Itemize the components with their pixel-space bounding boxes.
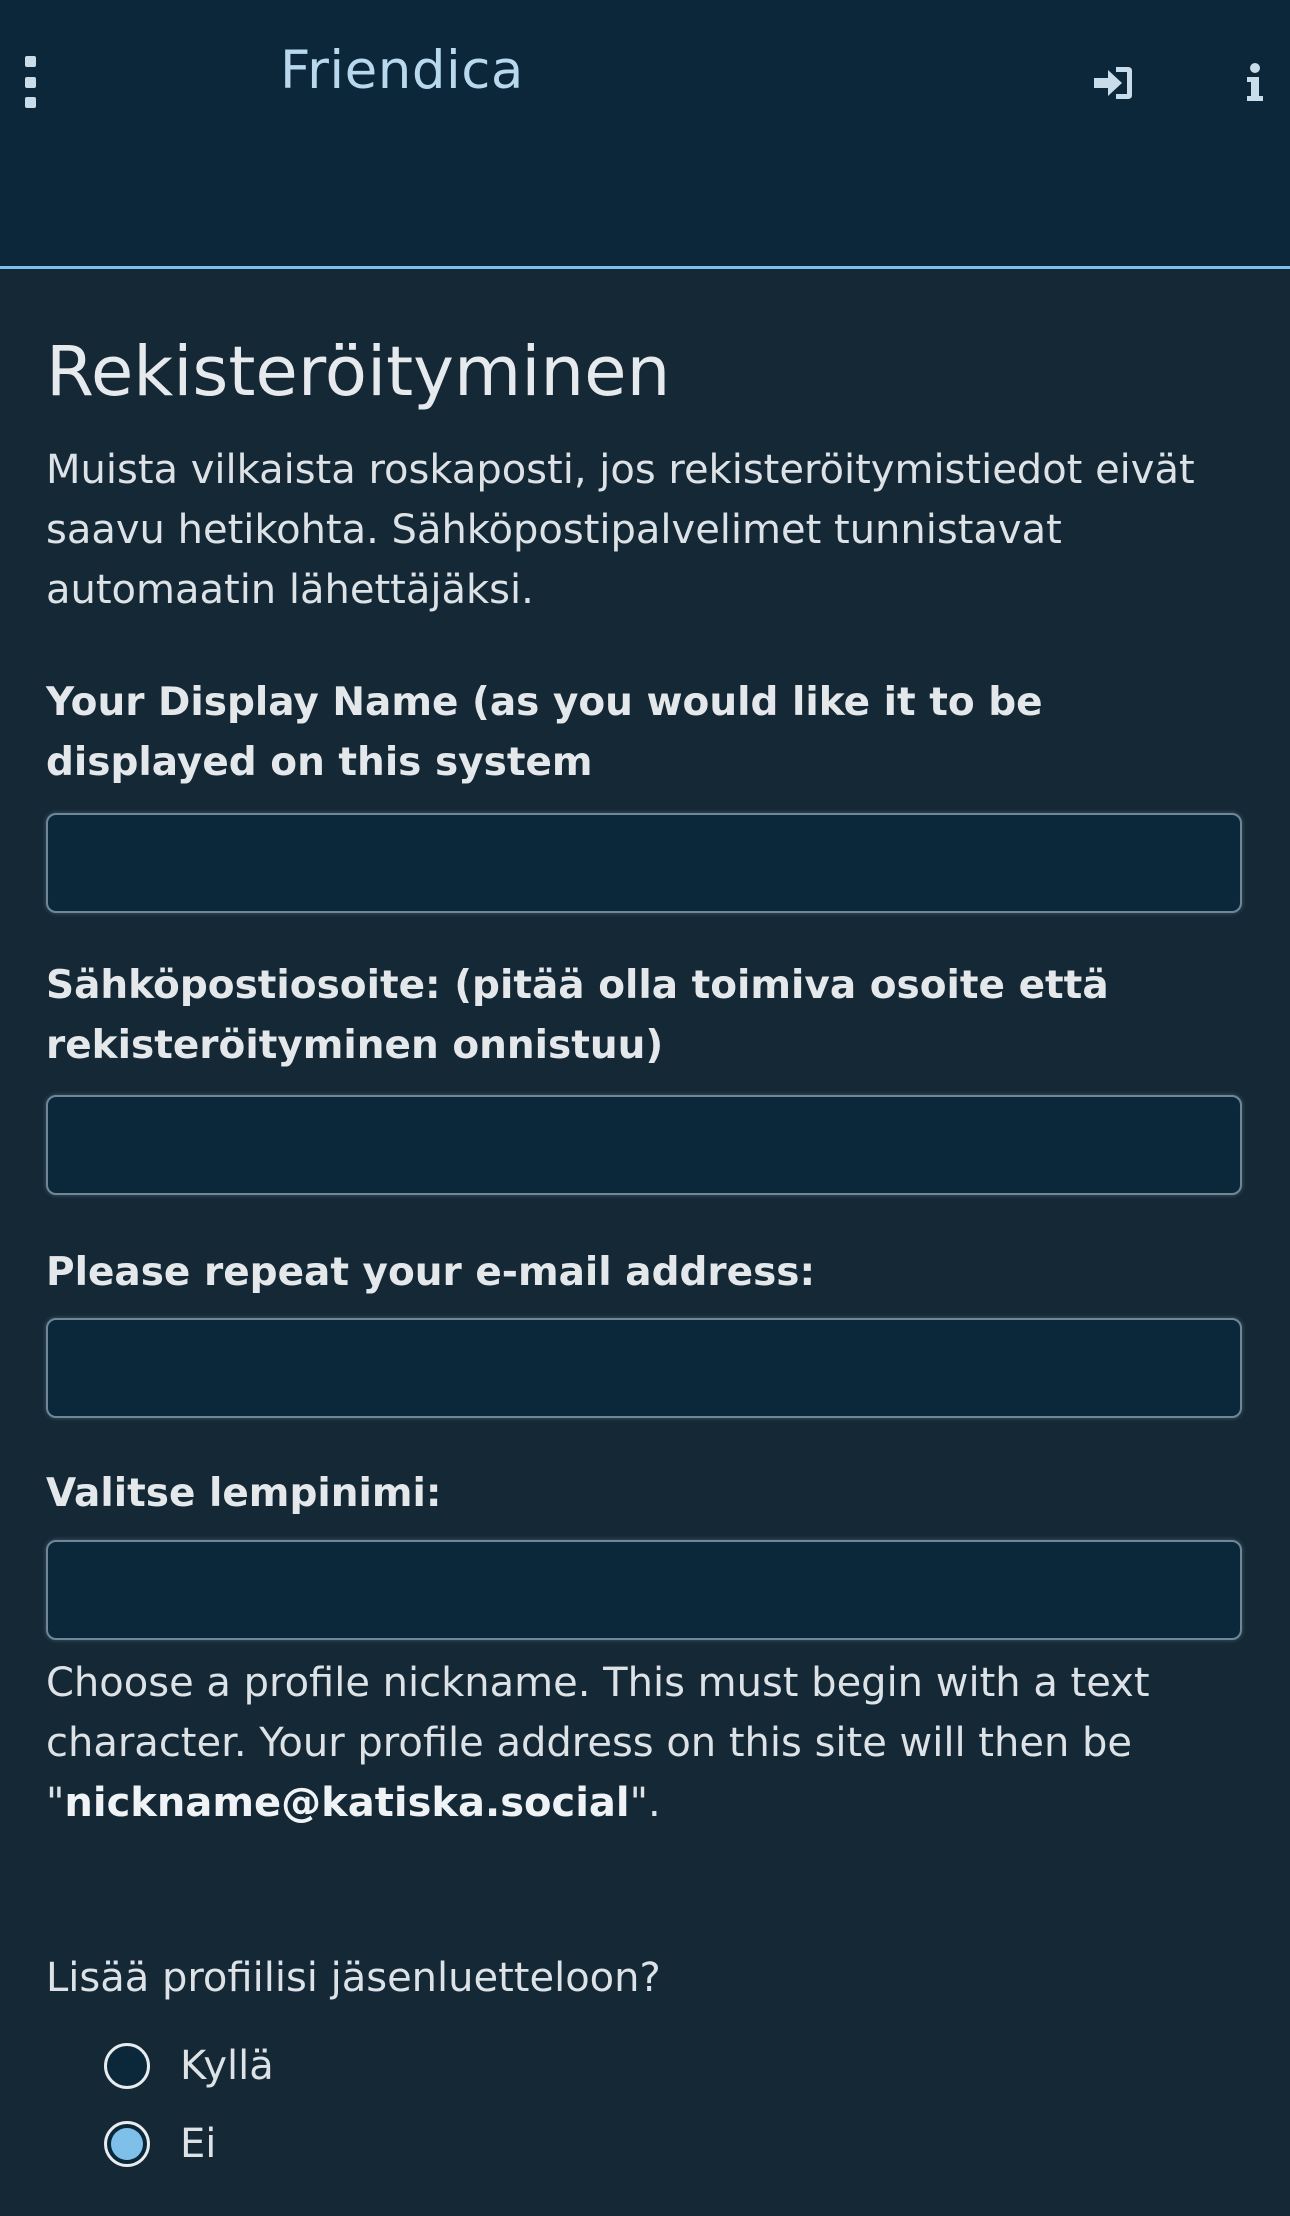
info-icon[interactable] [1244,62,1266,102]
radio-label-no: Ei [180,2121,217,2167]
display-name-label: Your Display Name (as you would like it to be displayed on this system [46,680,1043,785]
nickname-input[interactable] [46,1540,1242,1640]
nickname-label: Valitse lempinimi: [46,1471,442,1516]
email-label: Sähköpostiosoite: (pitää olla toimiva osoite että rekisteröityminen onnistuu) [46,963,1109,1068]
page-title: Rekisteröityminen [46,332,671,412]
repeat-email-label: Please repeat your e-mail address: [46,1250,816,1295]
radio-button-yes[interactable] [104,2043,150,2089]
intro-text: Muista vilkaista roskaposti, jos rekisteröitymistiedot eivät saavu hetikohta. Sähköpostipalvelimet tunnistavat automaatin lähettäjäksi. [46,447,1195,613]
nickname-help-text [46,1653,1226,1833]
vertical-dots-icon[interactable] [18,56,42,108]
directory-option-no[interactable] [104,2114,216,2174]
directory-option-yes[interactable] [104,2036,274,2096]
repeat-email-input[interactable] [46,1318,1242,1418]
site-brand[interactable]: Friendica [280,40,524,101]
nickname-help-prefix: Choose a profile nickname. This must begin with a text character. Your profile address on this site will then be " [46,1660,1150,1826]
radio-button-no[interactable] [104,2121,150,2167]
display-name-input[interactable] [46,813,1242,913]
nickname-help-suffix: ". [629,1780,661,1826]
radio-label-yes: Kyllä [180,2043,274,2089]
email-input[interactable] [46,1095,1242,1195]
directory-question: Lisää profiilisi jäsenluetteloon? [46,1955,661,2001]
top-navbar [0,0,1290,269]
nickname-example-address: nickname@katiska.social [64,1780,630,1826]
sign-in-icon[interactable] [1092,64,1134,102]
